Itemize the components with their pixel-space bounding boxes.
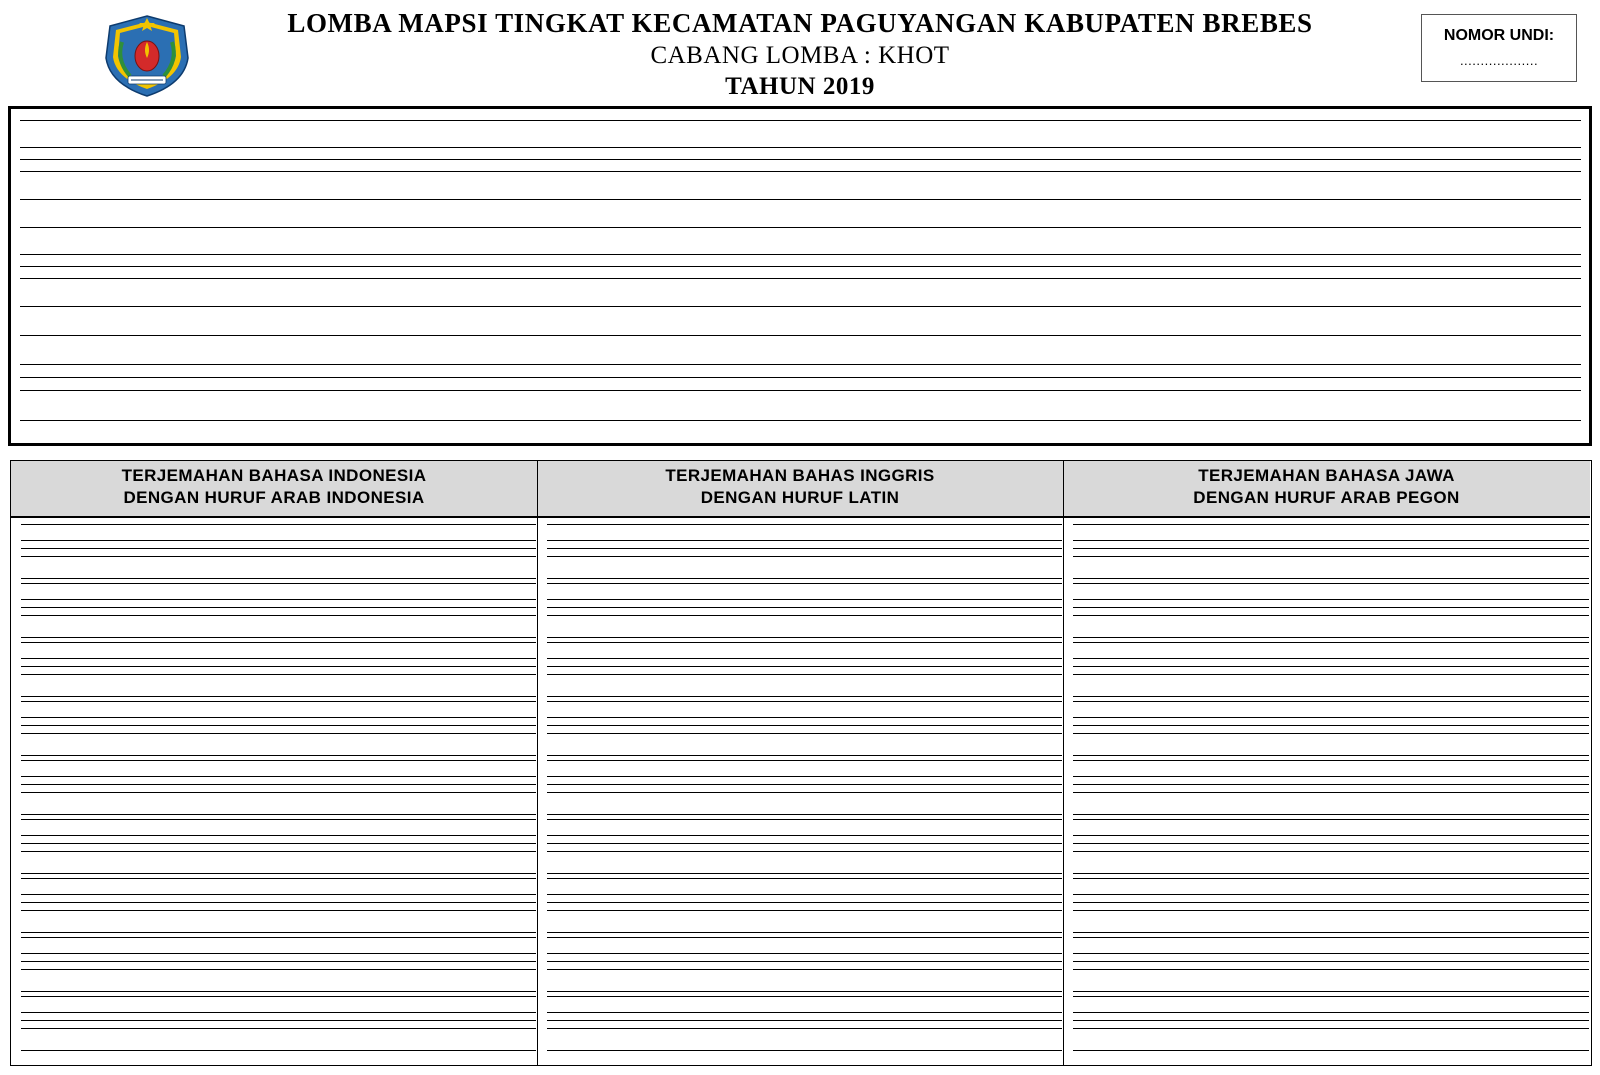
guide-line [20,254,1581,255]
guide-line [547,658,1062,659]
answer-row[interactable] [1073,937,1589,992]
guide-line [20,364,1581,365]
guide-line [1073,784,1589,785]
guide-line [1073,666,1589,667]
guide-line [21,961,536,962]
guide-line [547,674,1062,675]
guide-line [1073,717,1589,718]
guide-line [1073,910,1589,911]
answer-row[interactable] [21,701,536,756]
answer-row[interactable] [21,819,536,874]
guide-line [1073,902,1589,903]
guide-line [547,894,1062,895]
guide-line [547,902,1062,903]
guide-line [21,953,536,954]
nomor-undi-label: NOMOR UNDI: [1443,27,1555,44]
guide-line [21,1012,536,1013]
column-divider [537,461,538,1065]
guide-line [20,377,1581,378]
column-header-line: DENGAN HURUF ARAB PEGON [1193,488,1460,507]
column-header-line: TERJEMAHAN BAHASA INDONESIA [121,466,427,485]
competition-year: TAHUN 2019 [725,73,875,100]
guide-line [547,607,1062,608]
answer-row[interactable] [21,937,536,992]
guide-line [547,1012,1062,1013]
guide-line [547,666,1062,667]
guide-line [547,969,1062,970]
guide-line [21,717,536,718]
guide-line [547,776,1062,777]
guide-line [547,910,1062,911]
competition-branch: CABANG LOMBA : KHOT [650,42,950,69]
answer-row[interactable] [21,878,536,933]
guide-line [1073,894,1589,895]
answer-row[interactable] [1073,760,1589,815]
guide-line [1073,556,1589,557]
guide-line [547,961,1062,962]
khot-writing-area [8,106,1592,446]
guide-line [547,835,1062,836]
answer-row[interactable] [21,760,536,815]
guide-line [21,969,536,970]
column-divider [1063,461,1064,1065]
column-header-jawa [1063,461,1590,518]
answer-row[interactable] [1073,819,1589,874]
guide-line [1073,953,1589,954]
guide-line [21,835,536,836]
guide-line [20,171,1581,172]
guide-line [21,902,536,903]
guide-line [20,390,1581,391]
answer-row[interactable] [1073,996,1589,1051]
guide-line [21,894,536,895]
guide-line [21,548,536,549]
guide-line [21,1028,536,1029]
guide-line [21,658,536,659]
guide-line [1073,725,1589,726]
guide-line [21,843,536,844]
guide-line [547,556,1062,557]
guide-line [1073,1020,1589,1021]
writing-row[interactable] [20,335,1581,421]
guide-line [1073,1012,1589,1013]
answer-row[interactable] [547,996,1062,1051]
guide-line [547,851,1062,852]
guide-line [21,674,536,675]
column-header-indonesia [11,461,537,518]
guide-line [1073,658,1589,659]
guide-line [1073,776,1589,777]
guide-line [547,599,1062,600]
guide-line [21,615,536,616]
guide-line [21,540,536,541]
answer-row[interactable] [547,878,1062,933]
guide-line [20,159,1581,160]
guide-line [20,266,1581,267]
guide-line [21,792,536,793]
column-header-inggris [537,461,1063,518]
guide-line [547,792,1062,793]
guide-line [547,717,1062,718]
column-header-line: DENGAN HURUF ARAB INDONESIA [123,488,425,507]
guide-line [21,910,536,911]
writing-row[interactable] [20,120,1581,200]
column-header-line: TERJEMAHAN BAHAS INGGRIS [665,466,935,485]
writing-row[interactable] [20,227,1581,307]
guide-line [547,784,1062,785]
answer-row[interactable] [547,642,1062,697]
guide-line [21,725,536,726]
guide-line [20,278,1581,279]
guide-line [20,147,1581,148]
answer-row[interactable] [1073,642,1589,697]
answer-row[interactable] [1073,701,1589,756]
guide-line [547,1020,1062,1021]
answer-row[interactable] [547,760,1062,815]
answer-row[interactable] [547,937,1062,992]
guide-line [1073,1028,1589,1029]
guide-line [547,733,1062,734]
guide-line [547,725,1062,726]
guide-line [1073,851,1589,852]
guide-line [21,607,536,608]
column-header-line: DENGAN HURUF LATIN [700,488,900,507]
answer-row[interactable] [21,583,536,638]
guide-line [547,540,1062,541]
guide-line [1073,607,1589,608]
guide-line [1073,843,1589,844]
nomor-undi-box[interactable] [1421,14,1577,82]
guide-line [1073,615,1589,616]
column-header-line: TERJEMAHAN BAHASA JAWA [1198,466,1455,485]
guide-line [21,1020,536,1021]
guide-line [1073,961,1589,962]
guide-line [1073,969,1589,970]
guide-line [547,615,1062,616]
guide-line [21,776,536,777]
guide-line [547,548,1062,549]
guide-line [1073,733,1589,734]
guide-line [1073,599,1589,600]
answer-row[interactable] [21,996,536,1051]
guide-line [21,556,536,557]
guide-line [21,851,536,852]
guide-line [1073,548,1589,549]
guide-line [1073,792,1589,793]
answer-row[interactable] [21,642,536,697]
guide-line [21,599,536,600]
competition-title: LOMBA MAPSI TINGKAT KECAMATAN PAGUYANGAN KABUPATEN BREBES [287,8,1313,38]
answer-row[interactable] [1073,583,1589,638]
answer-row[interactable] [547,524,1062,579]
nomor-undi-field[interactable]: ................... [1459,53,1539,68]
guide-line [21,733,536,734]
answer-row[interactable] [1073,524,1589,579]
answer-row[interactable] [547,819,1062,874]
guide-line [21,666,536,667]
answer-row[interactable] [21,524,536,579]
guide-line [1073,835,1589,836]
guide-line [547,1028,1062,1029]
guide-line [1073,540,1589,541]
guide-line [21,784,536,785]
guide-line [1073,674,1589,675]
answer-row[interactable] [547,583,1062,638]
answer-row[interactable] [1073,878,1589,933]
answer-row[interactable] [547,701,1062,756]
translation-table [10,460,1592,1066]
guide-line [547,843,1062,844]
guide-line [547,953,1062,954]
document-title-block [0,10,1600,99]
